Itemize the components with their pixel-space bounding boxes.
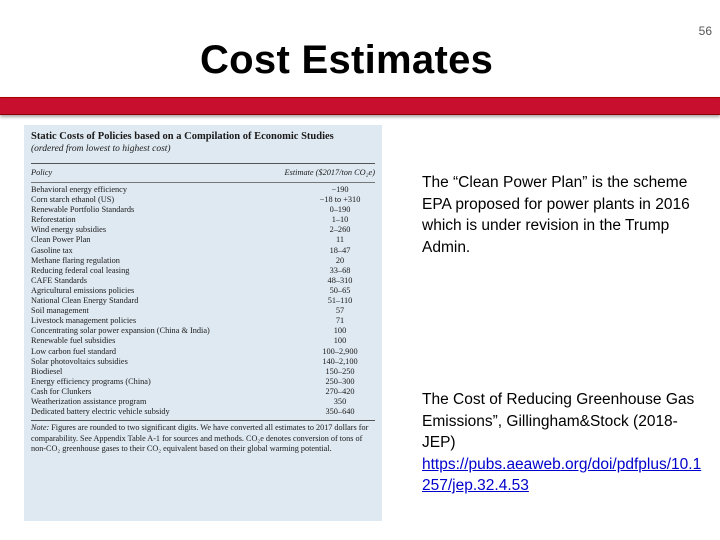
row-policy: Renewable Portfolio Standards bbox=[31, 205, 135, 215]
row-policy: Methane flaring regulation bbox=[31, 255, 120, 265]
row-estimate: 33–68 bbox=[329, 265, 351, 275]
table-row bbox=[31, 377, 375, 387]
row-policy: Energy efficiency programs (China) bbox=[31, 376, 151, 386]
row-estimate: 100–2,900 bbox=[322, 346, 358, 356]
row-estimate: 1–10 bbox=[331, 215, 349, 225]
table-row bbox=[31, 276, 375, 286]
row-policy: Clean Power Plan bbox=[31, 235, 91, 245]
row-policy: Reducing federal coal leasing bbox=[31, 265, 130, 275]
row-estimate: 57 bbox=[335, 306, 345, 316]
table-row bbox=[31, 316, 375, 326]
cost-table-image bbox=[24, 125, 382, 521]
table-row bbox=[31, 347, 375, 357]
row-estimate: 350 bbox=[333, 396, 347, 406]
table-row bbox=[31, 407, 375, 417]
table-row bbox=[31, 256, 375, 266]
row-policy: Livestock management policies bbox=[31, 316, 137, 326]
table-row bbox=[31, 185, 375, 195]
accent-bar bbox=[0, 97, 720, 115]
row-policy: Biodiesel bbox=[31, 366, 63, 376]
row-estimate: −190 bbox=[331, 185, 349, 194]
clean-power-plan-paragraph: The “Clean Power Plan” is the scheme EPA proposed for power plants in 2016 which is under revision in the Trump Admin. bbox=[422, 174, 690, 256]
table-row bbox=[31, 387, 375, 397]
row-estimate: 2–260 bbox=[329, 225, 351, 235]
table-row bbox=[31, 235, 375, 245]
table-note bbox=[31, 420, 375, 455]
row-policy: CAFE Standards bbox=[31, 275, 88, 285]
column-header-policy: Policy bbox=[31, 168, 53, 177]
table-row bbox=[31, 367, 375, 377]
slide-number: 56 bbox=[698, 24, 712, 38]
row-policy: Cash for Clunkers bbox=[31, 386, 92, 396]
slide-title: Cost Estimates bbox=[200, 38, 494, 82]
row-estimate: 50–65 bbox=[329, 285, 351, 295]
row-estimate: 11 bbox=[336, 235, 344, 245]
row-estimate: 20 bbox=[335, 255, 345, 265]
row-policy: Reforestation bbox=[31, 215, 76, 225]
table-row bbox=[31, 306, 375, 316]
table-row bbox=[31, 225, 375, 235]
row-estimate: 140–2,100 bbox=[322, 356, 358, 366]
row-policy: Behavioral energy efficiency bbox=[31, 185, 127, 194]
row-policy: Concentrating solar power expansion (China & India) bbox=[31, 326, 210, 336]
row-policy: Wind energy subsidies bbox=[31, 225, 107, 235]
row-policy: Low carbon fuel standard bbox=[31, 346, 117, 356]
table-row bbox=[31, 246, 375, 256]
reference-link[interactable]: https://pubs.aeaweb.org/doi/pdfplus/10.1257/jep.32.4.53 bbox=[422, 455, 702, 494]
row-estimate: 350–640 bbox=[325, 407, 355, 417]
table-row bbox=[31, 215, 375, 225]
row-estimate: 100 bbox=[333, 336, 347, 346]
row-estimate: 48–310 bbox=[327, 275, 353, 285]
table-title: Static Costs of Policies based on a Compilation of Economic Studies bbox=[31, 131, 334, 142]
table-row bbox=[31, 357, 375, 367]
table-row bbox=[31, 195, 375, 205]
reference-paragraph bbox=[422, 389, 702, 497]
table-row bbox=[31, 205, 375, 215]
row-policy: Solar photovoltaics subsidies bbox=[31, 356, 128, 366]
row-estimate: 18–47 bbox=[329, 245, 351, 255]
table-subtitle: (ordered from lowest to highest cost) bbox=[31, 144, 171, 154]
table-row bbox=[31, 286, 375, 296]
table-rows bbox=[31, 185, 375, 417]
table-row bbox=[31, 296, 375, 306]
table-header bbox=[31, 164, 375, 183]
row-estimate: −18 to +310 bbox=[319, 195, 361, 205]
row-estimate: 100 bbox=[333, 326, 347, 336]
row-policy: National Clean Energy Standard bbox=[31, 296, 139, 306]
row-policy: Corn starch ethanol (US) bbox=[31, 195, 115, 205]
row-estimate: 71 bbox=[335, 316, 345, 326]
row-policy: Soil management bbox=[31, 306, 89, 316]
table-row bbox=[31, 397, 375, 407]
row-policy: Weatherization assistance program bbox=[31, 396, 147, 406]
row-estimate: 150–250 bbox=[325, 366, 355, 376]
note-label: Note: bbox=[31, 423, 50, 433]
note-text: Figures are rounded to two significant digits. We have converted all estimates to 2017 dollars for comparability. See Appendix Table A-1 for sources and methods. CO₂e denotes conversion of tons of non-CO₂ greenhouse gases to their CO₂ equivalent based on their global warming potential. bbox=[31, 423, 369, 454]
row-policy: Renewable fuel subsidies bbox=[31, 336, 116, 346]
table-row bbox=[31, 336, 375, 346]
table-row bbox=[31, 266, 375, 276]
row-estimate: 250–300 bbox=[325, 376, 355, 386]
row-policy: Dedicated battery electric vehicle subsidy bbox=[31, 407, 170, 417]
table-row bbox=[31, 326, 375, 336]
row-estimate: 270–420 bbox=[325, 386, 355, 396]
column-header-estimate: Estimate ($2017/ton CO₂e) bbox=[284, 168, 375, 177]
row-policy: Agricultural emissions policies bbox=[31, 285, 135, 295]
row-estimate: 51–110 bbox=[327, 296, 353, 306]
row-estimate: 0–190 bbox=[329, 205, 351, 215]
reference-text: The Cost of Reducing Greenhouse Gas Emissions”, Gillingham&Stock (2018-JEP) bbox=[422, 391, 695, 451]
row-policy: Gasoline tax bbox=[31, 245, 73, 255]
